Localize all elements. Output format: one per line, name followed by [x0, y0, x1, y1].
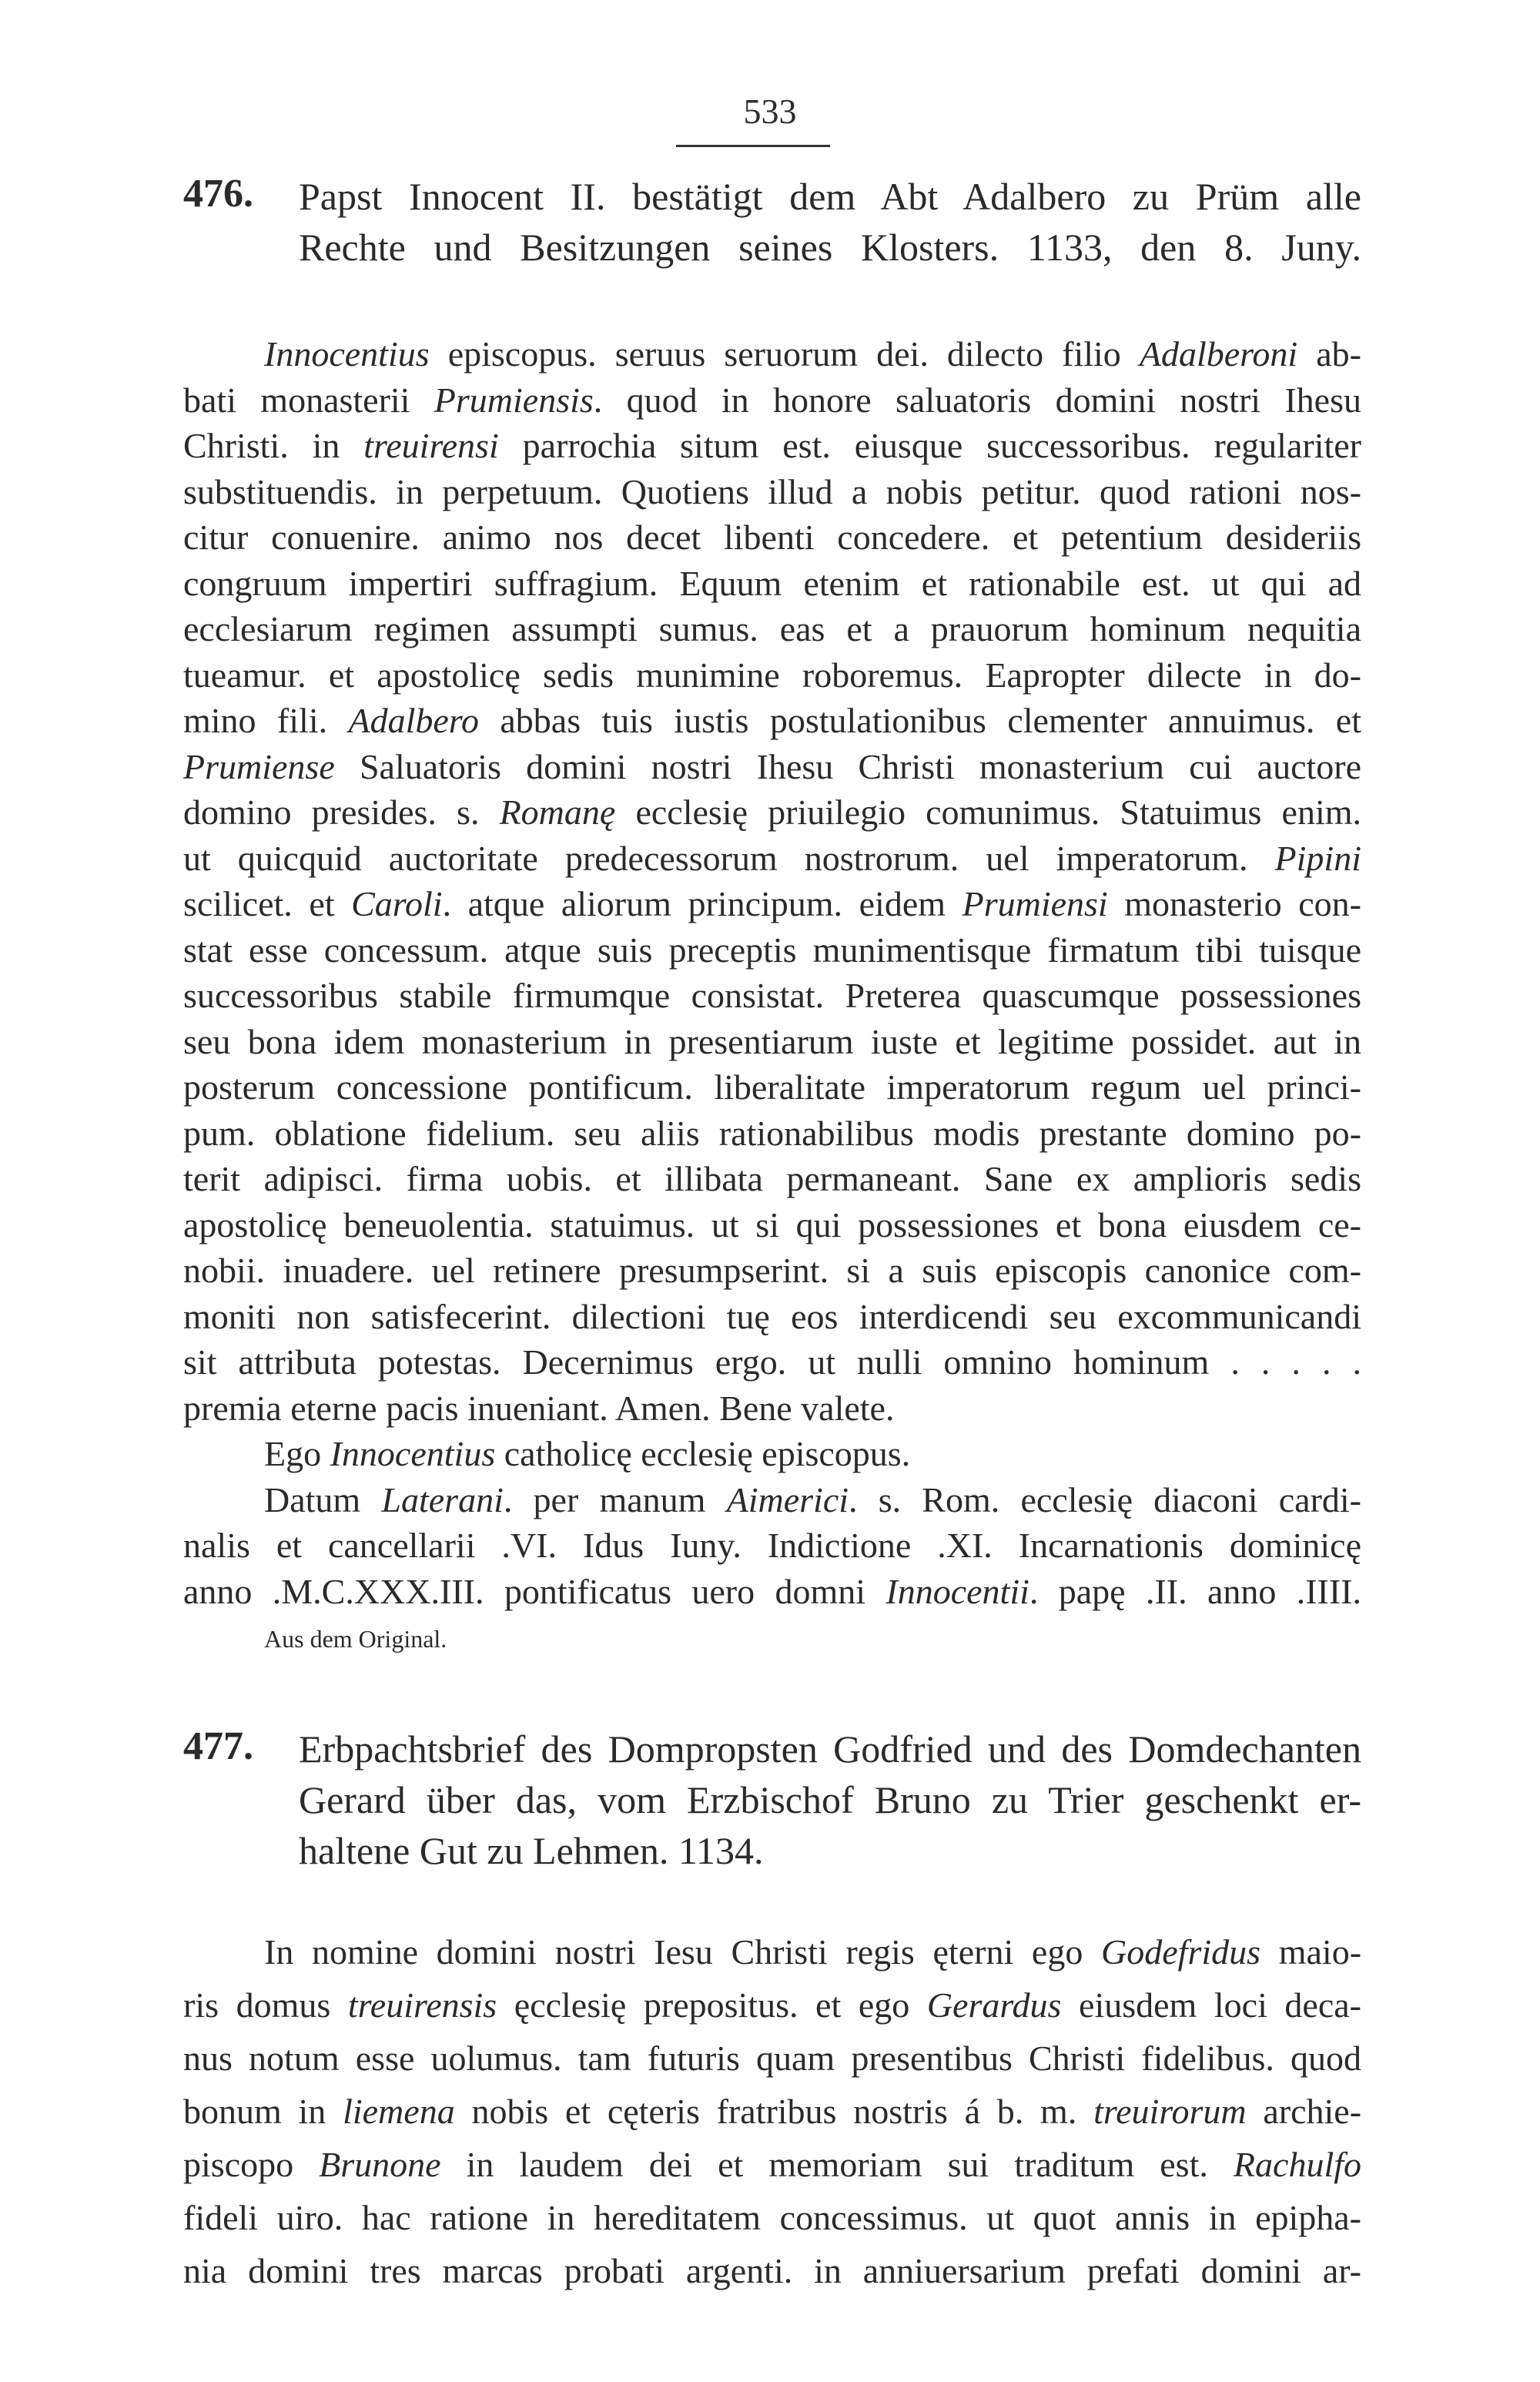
- text-segment: parrochia situm est. eiusque successoribus. regulariter: [498, 426, 1361, 465]
- document-476-text: [183, 331, 1361, 1614]
- text-segment: congruum impertiri suffragium. Equum etenim et rationabile est. ut qui ad: [183, 563, 1361, 603]
- italic-name: Caroli: [351, 884, 443, 923]
- heading-line: haltene Gut zu Lehmen. 1134.: [299, 1829, 764, 1872]
- text-line: [183, 698, 1361, 744]
- italic-name: treuirensi: [363, 426, 499, 465]
- text-line: [183, 469, 1361, 515]
- text-segment: ut quicquid auctoritate predecessorum nostrorum. uel imperatorum.: [183, 838, 1275, 878]
- text-segment: nalis et cancellarii .VI. Idus Iuny. Indictione .XI. Incarnationis dominicę: [183, 1526, 1361, 1565]
- text-segment: moniti non satisfecerint. dilectioni tuę eos interdicendi seu excommunicandi: [183, 1296, 1361, 1336]
- text-segment: nobis et cęteris fratribus nostris á b. m.: [454, 2092, 1094, 2131]
- text-segment: ecclesiarum regimen assumpti sumus. eas et a prauorum hominum nequitia: [183, 609, 1361, 648]
- text-segment: monasterio con-: [1107, 884, 1361, 923]
- italic-name: Laterani: [381, 1479, 504, 1519]
- text-segment: seu bona idem monasterium in presentiarum iuste et legitime possidet. aut in: [183, 1021, 1361, 1061]
- text-segment: maio-: [1260, 1932, 1362, 1972]
- text-line: [183, 927, 1361, 973]
- document-477-text: [183, 1925, 1361, 2297]
- text-line: [183, 1064, 1361, 1111]
- heading-line: Gerard über das, vom Erzbischof Bruno zu Trier geschenkt er-: [299, 1778, 1361, 1821]
- text-segment: bonum in: [183, 2092, 343, 2131]
- text-line: [183, 331, 1361, 377]
- text-line: [183, 1294, 1361, 1340]
- text-segment: piscopo: [183, 2145, 320, 2184]
- italic-name: Romanę: [499, 792, 616, 832]
- text-line: [183, 1248, 1361, 1294]
- text-line: [183, 561, 1361, 607]
- heading-line: Papst Innocent II. bestätigt dem Abt Adalbero zu Prüm alle: [299, 175, 1361, 218]
- italic-name: liemena: [343, 2092, 455, 2131]
- italic-name: Brunone: [319, 2145, 441, 2184]
- text-segment: tueamur. et apostolicę sedis munimine roboremus. Eapropter dilecte in do-: [183, 655, 1361, 695]
- italic-name: treuirorum: [1093, 2092, 1247, 2131]
- text-segment: citur conuenire. animo nos decet libenti concedere. et petentium desideriis: [183, 518, 1361, 557]
- text-line: [183, 789, 1361, 836]
- text-line: [183, 881, 1361, 927]
- text-line: [183, 1569, 1361, 1615]
- text-segment: nus notum esse uolumus. tam futuris quam presentibus Christi fidelibus. quod: [183, 2039, 1361, 2078]
- text-line: [183, 423, 1361, 469]
- text-segment: . per manum: [503, 1479, 727, 1519]
- text-line: [183, 744, 1361, 790]
- text-line: [183, 2138, 1361, 2191]
- text-line: [183, 1385, 1361, 1432]
- text-segment: ris domus: [183, 1985, 348, 2025]
- text-segment: ab-: [1297, 334, 1361, 374]
- italic-name: Godefridus: [1101, 1932, 1261, 1972]
- text-line: [183, 1431, 1361, 1477]
- document-number: 477.: [183, 1724, 253, 1768]
- text-line: [183, 2032, 1361, 2085]
- text-line: [183, 1156, 1361, 1202]
- text-line: [183, 1925, 1361, 1978]
- text-segment: nobii. inuadere. uel retinere presumpserint. si a suis episcopis canonice com-: [183, 1251, 1361, 1290]
- italic-name: Aimerici: [726, 1479, 849, 1519]
- text-segment: terit adipisci. firma uobis. et illibata permaneant. Sane ex amplioris sedis: [183, 1159, 1361, 1198]
- text-segment: eiusdem loci deca-: [1061, 1985, 1362, 2025]
- italic-name: Innocentius: [330, 1434, 496, 1473]
- text-line: [183, 973, 1361, 1019]
- document-476-heading: [183, 171, 1361, 273]
- source-note: Aus dem Original.: [264, 1625, 447, 1653]
- italic-name: Prumiensis: [434, 380, 594, 420]
- text-line: [183, 1202, 1361, 1248]
- page-number: 533: [743, 92, 797, 131]
- text-segment: . s. Rom. ecclesię diaconi cardi-: [849, 1479, 1361, 1519]
- text-segment: ęcclesię prepositus. et ego: [497, 1985, 927, 2025]
- italic-name: Prumiense: [183, 746, 335, 786]
- text-segment: anno .M.C.XXX.III. pontificatus uero domni: [183, 1571, 886, 1611]
- text-segment: fideli uiro. hac ratione in hereditatem concessimus. ut quot annis in epipha-: [183, 2198, 1361, 2237]
- text-segment: stat esse concessum. atque suis preceptis munimentisque firmatum tibi tuisque: [183, 930, 1361, 970]
- text-segment: bati monasterii: [183, 380, 434, 420]
- text-segment: mino fili.: [183, 701, 349, 740]
- text-line: [183, 1978, 1361, 2032]
- text-segment: substituendis. in perpetuum. Quotiens illud a nobis petitur. quod rationi nos-: [183, 471, 1361, 511]
- italic-name: treuirensis: [347, 1985, 497, 2025]
- heading-line: Erbpachtsbrief des Dompropsten Godfried und des Domdechanten: [299, 1727, 1361, 1771]
- text-segment: apostolicę beneuolentia. statuimus. ut si qui possessiones et bona eiusdem ce-: [183, 1204, 1361, 1245]
- text-line: [183, 2085, 1361, 2138]
- italic-name: Adalberoni: [1139, 334, 1298, 374]
- italic-name: Innocentius: [264, 334, 430, 374]
- text-segment: domino presides. s.: [183, 792, 500, 832]
- text-segment: . papę .II. anno .IIII.: [1029, 1571, 1361, 1611]
- text-segment: abbas tuis iustis postulationibus clementer annuimus. et: [478, 701, 1361, 740]
- text-line: [183, 1477, 1361, 1523]
- text-segment: In nomine domini nostri Iesu Christi regis ęterni ego: [264, 1932, 1102, 1972]
- text-line: [183, 2244, 1361, 2297]
- text-line: [183, 1523, 1361, 1569]
- text-segment: scilicet. et: [183, 884, 352, 923]
- text-segment: Christi. in: [183, 426, 364, 465]
- text-line: [183, 377, 1361, 424]
- text-segment: in laudem dei et memoriam sui traditum est.: [440, 2145, 1234, 2184]
- text-segment: successoribus stabile firmumque consistat. Preterea quascumque possessiones: [183, 976, 1361, 1015]
- text-segment: sit attributa potestas. Decernimus ergo. ut nulli omnino hominum . . . . .: [183, 1342, 1361, 1382]
- text-line: [183, 652, 1361, 699]
- text-segment: . quod in honore saluatoris domini nostri Ihesu: [593, 380, 1362, 420]
- text-segment: ecclesię priuilegio comunimus. Statuimus enim.: [615, 792, 1362, 832]
- italic-name: Innocentii: [886, 1571, 1029, 1611]
- text-line: [183, 836, 1361, 882]
- text-line: [183, 1111, 1361, 1157]
- text-line: [183, 1019, 1361, 1065]
- text-segment: Datum: [264, 1479, 382, 1519]
- text-line: [183, 2191, 1361, 2244]
- text-line: [183, 514, 1361, 561]
- header-rule: [676, 145, 830, 147]
- text-segment: archie-: [1246, 2092, 1362, 2131]
- text-line: [183, 606, 1361, 652]
- text-segment: . atque aliorum principum. eidem: [442, 884, 962, 923]
- text-segment: posterum concessione pontificum. liberalitate imperatorum regum uel princi-: [183, 1067, 1361, 1107]
- italic-name: Pipini: [1274, 838, 1361, 878]
- text-segment: nia domini tres marcas probati argenti. in anniuersarium prefati domini ar-: [183, 2251, 1361, 2290]
- text-segment: catholicę ecclesię episcopus.: [495, 1434, 911, 1473]
- text-segment: premia eterne pacis inueniant. Amen. Bene valete.: [183, 1388, 895, 1428]
- italic-name: Prumiensi: [962, 884, 1108, 923]
- text-segment: Ego: [264, 1434, 330, 1473]
- text-segment: pum. oblatione fidelium. seu aliis rationabilibus modis prestante domino po-: [183, 1113, 1361, 1153]
- text-segment: Saluatoris domini nostri Ihesu Christi monasterium cui auctore: [334, 746, 1361, 786]
- document-number: 476.: [183, 172, 253, 216]
- italic-name: Rachulfo: [1233, 2145, 1361, 2184]
- text-line: [183, 1339, 1361, 1385]
- document-477-heading: [183, 1724, 1361, 1876]
- italic-name: Gerardus: [926, 1985, 1062, 2025]
- text-segment: episcopus. seruus seruorum dei. dilecto filio: [429, 334, 1140, 374]
- italic-name: Adalbero: [348, 701, 479, 740]
- heading-line: Rechte und Besitzungen seines Klosters. 1133, den 8. Juny.: [299, 226, 1361, 269]
